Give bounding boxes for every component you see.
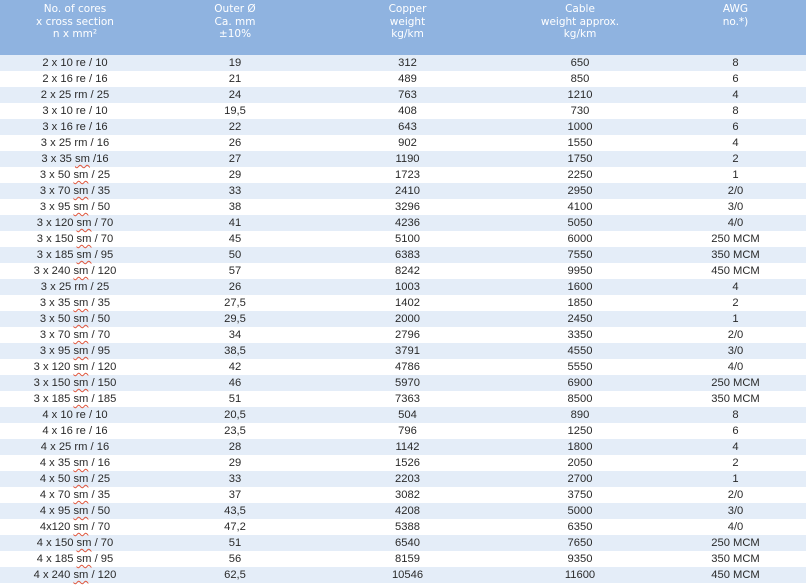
cell-cores-cross-section: 3 x 35 sm /16 [0,151,150,167]
cell-outer-diameter: 24 [150,87,320,103]
table-row [0,375,806,391]
table-row [0,535,806,551]
cell-cores-cross-section: 4 x 95 sm / 50 [0,503,150,519]
header-line: n x mm² [52,28,98,40]
cell-cores-cross-section: 3 x 120 sm / 70 [0,215,150,231]
header-line: x cross section [36,15,114,28]
cell-awg: 2 [732,297,739,309]
cell-cable-weight: 5000 [495,503,665,519]
cell-cable-weight: 6900 [495,375,665,391]
cell-copper-weight: 4208 [320,503,495,519]
cell-awg: 2 [665,151,806,167]
header-line: Outer Ø [214,3,256,15]
cell-cores-cross-section: 4 x 240 sm / 120 [0,567,150,583]
header-copper-weight [320,0,495,55]
cell-awg: 6 [732,425,739,437]
cell-cores-cross-section: 4 x 50 sm / 25 [0,471,150,487]
cell-cable-weight: 3750 [567,489,593,501]
header-line: Copper [388,3,427,15]
cell-cores-cross-section: 3 x 70 sm / 70 [39,329,111,341]
cell-awg: 8 [665,55,806,71]
table-row [0,519,806,535]
cell-cable-weight: 2450 [495,311,665,327]
cell-outer-diameter: 21 [228,73,242,85]
cell-copper-weight: 763 [320,87,495,103]
cell-outer-diameter: 62,5 [150,567,320,583]
cell-copper-weight: 4786 [395,361,420,373]
cell-outer-diameter: 27 [150,151,320,167]
header-line: weight approx. [540,15,620,28]
table-row [0,247,806,263]
cell-cable-weight: 5550 [567,361,593,373]
cell-awg: 2/0 [727,489,744,501]
cell-outer-diameter: 38 [228,201,242,213]
header-line: Cable [565,3,595,15]
cell-awg: 350 MCM [711,553,760,565]
cell-cable-weight: 11600 [495,567,665,583]
cell-cores-cross-section: 3 x 25 rm / 25 [0,279,150,295]
cell-cores-cross-section: 3 x 35 sm / 35 [39,297,111,309]
cell-outer-diameter: 46 [150,375,320,391]
table-row [0,215,806,231]
cell-cores-cross-section: 3 x 240 sm / 120 [33,265,117,277]
cell-cable-weight: 650 [495,55,665,71]
cell-cores-cross-section: 3 x 120 sm / 120 [33,361,117,373]
cell-copper-weight: 6540 [320,535,495,551]
header-line: weight [389,15,426,28]
header-cores-cross-section [0,0,150,55]
header-line: ±10% [218,28,252,40]
cell-awg: 2/0 [665,183,806,199]
cell-copper-weight: 5970 [320,375,495,391]
cell-outer-diameter: 47,2 [224,521,246,533]
cell-cores-cross-section: 3 x 50 sm / 50 [0,311,150,327]
cell-cores-cross-section: 2 x 25 rm / 25 [0,87,150,103]
cell-cores-cross-section: 3 x 185 sm / 95 [0,247,150,263]
table-row [0,183,806,199]
header-line: No. of cores [43,3,107,15]
cell-outer-diameter: 50 [150,247,320,263]
cell-awg: 2/0 [727,329,744,341]
table-row [0,391,806,407]
cell-cable-weight: 8500 [567,393,593,405]
cell-awg: 4/0 [665,215,806,231]
table-row [0,55,806,71]
cell-awg: 3/0 [665,343,806,359]
cell-outer-diameter: 23,5 [224,425,246,437]
cell-awg: 450 MCM [665,567,806,583]
cell-cores-cross-section: 3 x 16 re / 16 [0,119,150,135]
cell-cable-weight: 2950 [495,183,665,199]
cell-copper-weight: 2203 [320,471,495,487]
cell-cable-weight: 2250 [567,169,593,181]
cell-cable-weight: 4100 [567,201,593,213]
cell-copper-weight: 5388 [395,521,420,533]
cell-copper-weight: 408 [398,105,417,117]
cell-awg: 1 [732,169,739,181]
cell-copper-weight: 1142 [320,439,495,455]
cell-copper-weight: 3296 [395,201,420,213]
cell-awg: 1 [665,311,806,327]
cell-awg: 250 MCM [665,375,806,391]
cell-cores-cross-section: 3 x 70 sm / 35 [0,183,150,199]
cell-cores-cross-section: 4 x 25 rm / 16 [0,439,150,455]
table-row [0,71,806,87]
cell-cable-weight: 6000 [567,233,593,245]
cell-cores-cross-section: 4 x 150 sm / 70 [0,535,150,551]
table-row [0,423,806,439]
table-row [0,567,806,583]
cell-cable-weight: 7650 [495,535,665,551]
cell-awg: 4 [665,87,806,103]
table-body [0,55,806,583]
cell-copper-weight: 4236 [320,215,495,231]
cell-outer-diameter: 19,5 [224,105,246,117]
cell-copper-weight: 3082 [395,489,420,501]
cell-cable-weight: 6350 [567,521,593,533]
cell-cable-weight: 5050 [495,215,665,231]
cell-cores-cross-section: 3 x 95 sm / 50 [39,201,111,213]
table-row [0,135,806,151]
cell-outer-diameter: 57 [228,265,242,277]
cell-awg: 4/0 [727,361,744,373]
cell-awg: 3/0 [665,503,806,519]
cell-outer-diameter: 27,5 [224,297,246,309]
cell-outer-diameter: 28 [150,439,320,455]
header-line: kg/km [563,28,597,40]
cell-cable-weight: 9350 [567,553,593,565]
table-row [0,455,806,471]
cell-cable-weight: 2700 [495,471,665,487]
cell-cores-cross-section: 3 x 50 sm / 25 [39,169,111,181]
cell-outer-diameter: 33 [150,183,320,199]
cell-copper-weight: 312 [320,55,495,71]
cell-awg: 1 [665,471,806,487]
cell-outer-diameter: 26 [228,137,242,149]
cell-outer-diameter: 43,5 [150,503,320,519]
cell-awg: 6 [665,119,806,135]
cell-cable-weight: 1000 [495,119,665,135]
cell-outer-diameter: 42 [228,361,242,373]
cell-cable-weight: 1600 [495,279,665,295]
cell-cores-cross-section: 4 x 35 sm / 16 [39,457,111,469]
cell-awg: 4/0 [727,521,744,533]
cell-cores-cross-section: 3 x 25 rm / 16 [40,137,110,149]
cell-cable-weight: 1800 [495,439,665,455]
table-row [0,167,806,183]
table-row [0,487,806,503]
cell-cable-weight: 1850 [567,297,593,309]
table-row [0,471,806,487]
table-row [0,439,806,455]
cell-copper-weight: 3791 [320,343,495,359]
cell-outer-diameter: 34 [228,329,242,341]
header-awg [665,0,806,55]
cell-cores-cross-section: 4 x 10 re / 10 [0,407,150,423]
cell-outer-diameter: 51 [150,535,320,551]
cell-cable-weight: 890 [495,407,665,423]
cell-cable-weight: 7550 [495,247,665,263]
cell-copper-weight: 10546 [320,567,495,583]
cell-cable-weight: 730 [570,105,590,117]
cell-outer-diameter: 37 [228,489,242,501]
header-line: AWG [722,3,749,15]
cell-cable-weight: 9950 [567,265,593,277]
cell-copper-weight: 902 [398,137,417,149]
cell-outer-diameter: 38,5 [150,343,320,359]
cell-copper-weight: 2000 [320,311,495,327]
header-row [0,0,806,55]
cell-outer-diameter: 51 [228,393,242,405]
table-row [0,87,806,103]
cell-awg: 8 [732,105,739,117]
table-row [0,199,806,215]
cell-awg: 2 [732,457,739,469]
cell-copper-weight: 1003 [320,279,495,295]
table-row [0,279,806,295]
cell-outer-diameter: 45 [228,233,242,245]
cell-outer-diameter: 26 [150,279,320,295]
cell-cores-cross-section: 2 x 10 re / 10 [0,55,150,71]
cell-outer-diameter: 29 [228,457,242,469]
table-row [0,327,806,343]
table-row [0,359,806,375]
cell-awg: 4 [732,137,739,149]
cell-cable-weight: 2050 [567,457,593,469]
cell-cable-weight: 4550 [495,343,665,359]
cell-copper-weight: 7363 [395,393,420,405]
cell-copper-weight: 504 [320,407,495,423]
table-row [0,311,806,327]
table-row [0,295,806,311]
cell-awg: 4 [665,279,806,295]
cell-cores-cross-section: 2 x 16 re / 16 [42,73,108,85]
cell-cable-weight: 1250 [567,425,593,437]
cell-copper-weight: 489 [398,73,417,85]
cell-cores-cross-section: 4 x 16 re / 16 [42,425,108,437]
cell-copper-weight: 5100 [395,233,420,245]
table-row [0,263,806,279]
header-line: kg/km [391,28,424,40]
cell-awg: 6 [732,73,739,85]
cell-cores-cross-section: 3 x 10 re / 10 [42,105,108,117]
cell-cable-weight: 1550 [567,137,593,149]
cell-outer-diameter: 22 [150,119,320,135]
cell-copper-weight: 1723 [395,169,420,181]
table-row [0,231,806,247]
cell-copper-weight: 796 [398,425,417,437]
cell-copper-weight: 2410 [320,183,495,199]
cell-outer-diameter: 29 [228,169,242,181]
table-row [0,151,806,167]
cell-cable-weight: 1750 [495,151,665,167]
table-header [0,0,806,55]
table-row [0,103,806,119]
header-outer-diameter [150,0,320,55]
cell-awg: 450 MCM [711,265,760,277]
cell-copper-weight: 1526 [395,457,420,469]
cell-cores-cross-section: 3 x 150 sm / 70 [36,233,114,245]
cell-cores-cross-section: 3 x 150 sm / 150 [0,375,150,391]
cell-copper-weight: 8159 [395,553,420,565]
cell-cable-weight: 850 [570,73,590,85]
cell-awg: 250 MCM [711,233,760,245]
cell-outer-diameter: 19 [150,55,320,71]
cell-copper-weight: 1190 [320,151,495,167]
cell-copper-weight: 2796 [395,329,420,341]
cell-cable-weight: 1210 [495,87,665,103]
table-row [0,407,806,423]
header-line: no.*) [722,15,749,28]
cell-cores-cross-section: 4 x 70 sm / 35 [39,489,111,501]
cell-awg: 350 MCM [665,247,806,263]
cell-copper-weight: 643 [320,119,495,135]
cell-awg: 250 MCM [665,535,806,551]
cell-cores-cross-section: 3 x 185 sm / 185 [33,393,117,405]
cell-outer-diameter: 29,5 [150,311,320,327]
table-row [0,503,806,519]
cell-copper-weight: 1402 [395,297,420,309]
table-row [0,551,806,567]
cell-cores-cross-section: 4 x 185 sm / 95 [36,553,114,565]
header-cable-weight [495,0,665,55]
cell-awg: 8 [665,407,806,423]
cell-copper-weight: 8242 [395,265,420,277]
cell-cores-cross-section: 4x120 sm / 70 [39,521,111,533]
cell-outer-diameter: 20,5 [150,407,320,423]
cell-cable-weight: 3350 [567,329,593,341]
cell-outer-diameter: 41 [150,215,320,231]
cell-cores-cross-section: 3 x 95 sm / 95 [0,343,150,359]
cell-awg: 3/0 [727,201,744,213]
cell-outer-diameter: 33 [150,471,320,487]
cell-awg: 350 MCM [711,393,760,405]
cell-outer-diameter: 56 [228,553,242,565]
cell-awg: 4 [665,439,806,455]
cell-copper-weight: 6383 [320,247,495,263]
header-line: Ca. mm [214,15,256,28]
table-row [0,119,806,135]
table-row [0,343,806,359]
